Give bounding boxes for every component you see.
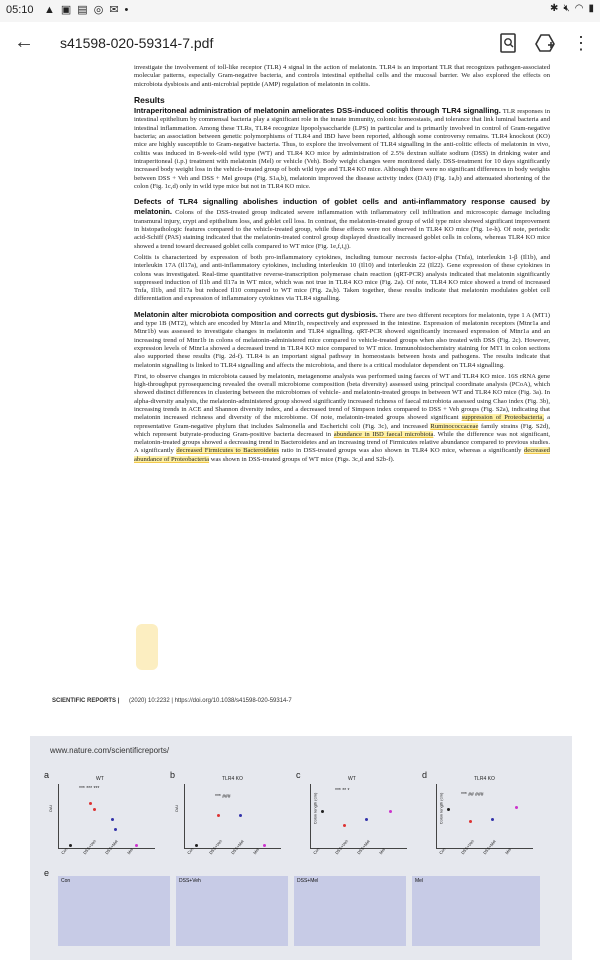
dot-icon: • <box>124 3 129 16</box>
journal-name: SCIENTIFIC REPORTS | <box>52 698 120 704</box>
add-to-drive-icon[interactable] <box>534 32 556 54</box>
data-point <box>217 814 220 817</box>
section-3-title: Melatonin alter microbiota composition and corrects gut dysbiosis. <box>134 309 378 319</box>
status-time: 05:10 <box>6 4 34 16</box>
section-2-title: Defects of TLR4 signalling abolishes induction of goblet cells and anti-inflammatory response caused by melatonin. <box>134 197 550 217</box>
alert-icon: ▲ <box>44 3 55 16</box>
panel-label: c <box>296 770 301 780</box>
histology-image <box>412 876 540 946</box>
data-point <box>365 818 368 821</box>
y-axis-label: Colon length (cm) <box>438 792 444 825</box>
data-point <box>515 806 518 809</box>
plot-area <box>310 784 407 849</box>
x-tick: DSS+Mel <box>104 838 119 856</box>
text-run: First, to observe changes in microbiota caused by melatonin, metagenome analysis was performed using faeces of WT and TLR4 KO mice. 16S rRNA gene high-throughput pyrosequencing revealed the overall microbiome composition (beta diversity) assessed using principal coordinate analysis (PCoA), which showed distinct differences in clustering between the microbiomes of vehicle- and melatonin-treated groups in between WT and TLR4 KO mice (Fig. 3a). In alpha-diversity analysis, the melatonin-administered group showed significantly increased richness of faecal microbiota assessed using Chao index (Fig. 3b), increasing trends in ACE and Shannon diversity index, and a decreased trend of Simpson index compared to DSS + Veh groups (Fig. S2a), indicating that melatonin increased richness and diversity of the microbiome. Of note, melatonin-treated groups showed significant <box>134 372 550 422</box>
x-tick: DSS+Mel <box>482 838 497 856</box>
figure-panel-c <box>296 770 412 868</box>
x-tick: Mel <box>504 847 512 856</box>
panel-label: b <box>170 770 176 780</box>
data-point <box>111 818 114 821</box>
section-1-text: TLR responses in intestinal epithelium by commensal bacteria play a significant role in the innate immunity, colonic homeostasis, and tolerance that link luminal bacteria and intestinal inflammation. Among these TLRs, TLR4 recognize lipopolysaccharide (LPS) in particular and is primarily involved in control of Gram-negative bacteria; an association between genetic polymorphisms of TLR4 and IBD have been reported, although some controversy remains. TLR4 knockout (KO) mice are highly susceptible to Gram-negative bacteria. Thus, to explore the involvement of TLR4 signalling in the anti-colitic effects of melatonin in vivo, colitis was induced in 8-week-old wild type (WT) and TLR4 KO mice by administration of 2.5% dextran sulfate sodium (DSS) in drinking water and intraperitoneal (i.p.) treatment with melatonin (Mel) or vehicle (Veh). Body weight changes were monitored daily. DSS-treatment for 10 days significantly increased body weight loss in the vehicle-treated group of both wild type and TLR4 KO mice. Although there were no significant differences in body weights between DSS + Veh and DSS + Mel groups (Fig. S1a,b), melatonin improved the disease activity index (DAI) (Fig. 1a,b) and attenuated shortening of the colon (Fig. 1c,d) only in wild type mice but not in TLR4 KO mice. <box>134 108 550 190</box>
highlighted-text[interactable]: Ruminococcaceae <box>430 422 479 430</box>
plot-area <box>58 784 155 849</box>
data-point <box>263 844 266 847</box>
highlighted-text[interactable]: abundance in IBD faecal microbiota <box>333 430 434 438</box>
mail-icon: ✉ <box>109 4 119 16</box>
x-tick: DSS+Mel <box>356 838 371 856</box>
plot-area <box>184 784 281 849</box>
wifi-icon: ◠ <box>574 3 584 14</box>
data-point <box>469 820 472 823</box>
histology-label: DSS+Mel <box>297 878 319 884</box>
x-tick: Con <box>438 846 447 856</box>
highlighted-text[interactable]: decreased Firmicutes to Bacteroidetes <box>176 447 279 455</box>
figure-panel-d <box>422 770 538 868</box>
y-axis-label: DAI <box>173 805 179 812</box>
journal-url: www.nature.com/scientificreports/ <box>50 746 170 755</box>
x-tick: Con <box>60 846 69 856</box>
x-tick: Mel <box>252 847 260 856</box>
histology-label: DSS+Veh <box>179 878 201 884</box>
significance-stars: *** *** *** <box>79 786 100 792</box>
significance-stars: *** ## ### <box>461 792 484 798</box>
x-tick: DSS+Veh <box>460 838 476 856</box>
x-tick: Con <box>312 846 321 856</box>
data-point <box>114 828 117 831</box>
y-axis-label: DAI <box>47 805 53 812</box>
citation: (2020) 10:2232 | https://doi.org/10.1038/s41598-020-59314-7 <box>129 698 292 704</box>
data-point <box>195 844 198 847</box>
panel-title: WT <box>348 776 356 782</box>
pdf-viewer[interactable] <box>0 64 600 960</box>
x-tick: DSS+Veh <box>208 838 224 856</box>
messenger-icon: ◎ <box>93 4 104 16</box>
panel-label: a <box>44 770 50 780</box>
data-point <box>447 808 450 811</box>
data-point <box>135 844 138 847</box>
x-tick: DSS+Veh <box>82 838 98 856</box>
data-point <box>239 814 242 817</box>
data-point <box>389 810 392 813</box>
section-3 <box>134 310 550 370</box>
app-bar <box>0 22 600 64</box>
panel-label: d <box>422 770 428 780</box>
highlight-annotation-mark[interactable] <box>136 624 158 670</box>
figure-panel-b <box>170 770 286 868</box>
section-1 <box>134 106 550 191</box>
histology-image <box>58 876 170 946</box>
histology-image <box>294 876 406 946</box>
bluetooth-icon: ✱ <box>550 3 559 14</box>
highlighted-text[interactable]: suppression of Proteobacteria, <box>461 414 545 422</box>
highlighted-text[interactable]: decreased abundance of Proteobacteria <box>134 447 550 463</box>
data-point <box>93 808 96 811</box>
pdf-page-2 <box>30 736 572 960</box>
data-point <box>69 844 72 847</box>
plot-area <box>436 784 533 849</box>
document-icon: ▤ <box>77 4 88 16</box>
section-2-paragraph-2: Colitis is characterized by expression of both pro-inflammatory cytokines, including tumour necrosis factor-alpha (Tnfa), interleukin 1-β (Il1b), and interleukin 17A (Il17a), and anti-inflammatory cytokines, including interleukin 10 (Il10) and interleukin 22 (Il22). Gene expression of these cytokines in colons was investigated. Real-time quantitative reverse-transcription polymerase chain reaction (qRT-PCR) analysis indicated that melatonin significantly suppressed induction of Il1b and Il17a in WT mice, which was not true in TLR4 KO mice (Fig. 2a). Of note, TLR4 KO mice showed a trend of increased Tnfa, Il1b, and Il17a but reduced Il10 compared to WT mice (Fig. 2a,b). Taken together, these results indicate that melatonin modulates goblet cell differentiation and expression of inflammatory cytokines via TLR4 signalling. <box>134 253 550 303</box>
search-in-document-icon[interactable] <box>498 32 520 54</box>
x-tick: Mel <box>378 847 386 856</box>
text-run: . While the difference was not significant, melatonin-treated groups showed a decreasing trend in Bacteroidetes and an increasing trend of Firmicutes relative abundance compared to previous studies. A significantly <box>134 430 550 455</box>
system-icons <box>550 3 594 14</box>
battery-icon: ▮ <box>588 3 594 14</box>
panel-title: TLR4 KO <box>222 776 243 782</box>
mute-icon: 🔇︎ <box>563 3 570 14</box>
article-body <box>134 64 550 467</box>
significance-stars: *** ** * <box>335 788 350 794</box>
x-tick: Con <box>186 846 195 856</box>
x-tick: DSS+Veh <box>334 838 350 856</box>
histology-label: Mel <box>415 878 424 884</box>
intro-paragraph: investigate the involvement of toll-like receptor (TLR) 4 signal in the action of melatonin. TLR4 is an important TLR that recognizes pathogen-associated molecular patterns, especially Gram-negative bacteria, and controls intestinal epithelial cells and the mucosal barrier. We also explored the effects on microbiota dysbiosis and anti-microbial peptide (AMP) regulation of melatonin in colitis. <box>134 64 550 88</box>
section-2-text: Colons of the DSS-treated group indicated severe inflammation with inflammatory cell infiltration and microscopic damage including transmural injury, crypt and epithelium loss, and goblet cell loss. In contrast, the melatonin-treated group of wild type mice showed significant improvement in histopathologic features compared to the vehicle-treated group, while these effects were not observed in TLR4 KO mice (Fig. 1e-h). Of note, periodic acid-Schiff (PAS) staining indicated that the melatonin-treated control group displayed drastically increased goblet cells in colons, whereas TLR4 KO mice showed a trend toward decreased goblet cells compared to WT mice (Fig. 1e,f,i,j). <box>134 209 550 250</box>
histology-label: Con <box>61 878 71 884</box>
panel-label: e <box>44 868 50 878</box>
section-3-paragraph-2 <box>134 373 550 464</box>
significance-stars: *** ### <box>215 794 231 800</box>
data-point <box>343 824 346 827</box>
y-axis-label: Colon length (cm) <box>312 792 318 825</box>
section-1-title: Intraperitoneal administration of melatonin ameliorates DSS-induced colitis through TLR4 signalling. <box>134 106 501 116</box>
status-bar <box>0 0 600 22</box>
histology-image <box>176 876 288 946</box>
data-point <box>321 810 324 813</box>
document-title: s41598-020-59314-7.pdf <box>60 35 214 51</box>
page-footer <box>52 698 552 704</box>
text-run: was shown in DSS-treated groups of WT mice (Figs. 3c,d and S2b-f). <box>210 455 395 463</box>
more-options-icon[interactable]: ⋮ <box>572 33 590 53</box>
data-point <box>491 818 494 821</box>
x-tick: DSS+Mel <box>230 838 245 856</box>
section-2 <box>134 197 550 251</box>
text-run: a representative Gram-negative phylum that includes Salmonella and Escherichi coli (Fig. 3c), and increased <box>134 414 550 430</box>
text-run: ratio in DSS-treated groups was also shown in TLR4 KO mice, whereas a significantly <box>281 447 522 455</box>
panel-title: TLR4 KO <box>474 776 495 782</box>
back-arrow-icon[interactable]: ← <box>14 31 34 53</box>
panel-title: WT <box>96 776 104 782</box>
photo-icon: ▣ <box>60 4 72 16</box>
section-3-text: There are two different receptors for melatonin, type 1 A (MT1) and type 1B (MT2), which are encoded by Mtnr1a and Mtnr1b, respectively and expressed in the intestine. Expression of melatonin receptors (Mtnr1a and Mtnr1b) was assessed to investigate changes in melatonin and TLR4 signalling. qRT-PCR showed significantly increased expression of Mtnr1a and an increasing trend of Mtnr1b in colons of melatonin-administered mice compared to vehicle-treated groups when also treated with DSS (Fig. 2c). However, expression levels of Mtnr1a showed a decreased trend in TLR4 KO mice compared to WT mice. Immunohistochemistry staining for MT1 in colon sections also supported these results (Fig. 2d-f). TLR4 is an important signal pathway in homeostasis between hosts and pathogens. The results indicate that melatonin signalling is linked to TLR4 signalling and affects the microbiota, and there is a critical modulator dependent on TLR4 signalling. <box>134 311 550 369</box>
x-tick: Mel <box>126 847 134 856</box>
results-heading: Results <box>134 94 165 105</box>
text-run: family strains (Fig. S2d), which represent butyrate-producing Gram-positive bacteria decreased in <box>134 422 550 438</box>
figure-panel-a <box>44 770 160 868</box>
data-point <box>89 802 92 805</box>
notification-icons <box>44 3 128 16</box>
